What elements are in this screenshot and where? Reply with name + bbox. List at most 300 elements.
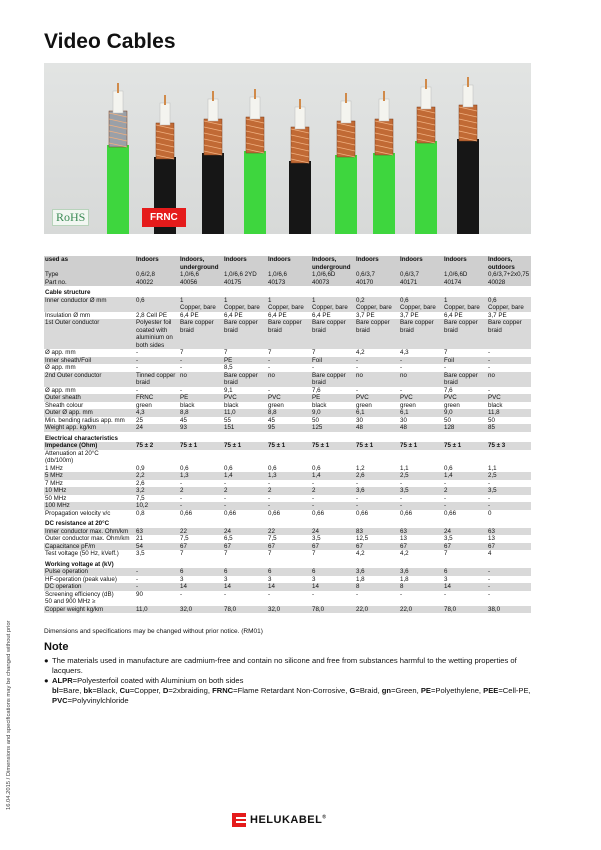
table-cell [223,517,267,528]
table-cell: 7,5 [136,494,145,502]
table-cell: 9,0 [443,409,487,417]
table-cell: 75 ± 1 [179,442,223,450]
table-cell: - [135,583,179,591]
table-cell: - [355,502,399,510]
table-cell: 4,2 [356,349,365,356]
cable-jacket [202,153,224,234]
table-row [44,417,531,425]
table-cell: 67 [487,543,531,551]
table-cell: 6,4 PE [180,311,199,319]
table-row [44,319,531,349]
table-cell: 1,1 [488,464,497,472]
cable-jacket [415,141,437,234]
table-cell: 30 [400,416,407,424]
row-label: Sheath colour [45,401,84,409]
table-cell: - [399,502,443,510]
table-cell: 67 [443,543,487,551]
table-row [44,256,531,271]
row-label: Outer conductor max. Ohm/km [45,535,130,542]
cable-conductor [254,89,256,99]
table-cell [355,558,399,569]
table-cell [443,450,487,465]
table-cell: 9,1 [224,386,233,394]
row-label: Electrical characteristics [45,434,118,442]
table-cell: 75 ± 3 [487,442,531,450]
table-cell: 14 [443,583,487,591]
table-cell: 93 [179,424,223,432]
table-row [44,502,531,510]
row-label: 7 MHz [45,479,63,487]
table-cell: 125 [311,424,355,432]
table-cell [223,450,267,465]
table-cell [311,432,355,443]
table-cell: - [356,386,359,394]
table-cell: 1 Copper, bare [223,297,267,312]
table-cell: PVC [267,394,311,402]
table-cell: Bare copper braid [311,372,355,387]
row-label: Impedance (Ohm) [44,442,135,450]
table-cell: - [267,502,311,510]
table-cell: 7,5 [180,535,189,542]
table-cell: green [268,401,284,409]
table-cell: 1,4 [311,472,355,480]
table-cell: 0,9 [136,464,145,472]
table-cell: 0,66 [224,509,237,517]
table-cell: 11,0 [223,409,267,417]
note-item [44,686,534,706]
table-row [44,279,531,287]
table-cell: 90 [136,590,143,598]
table-cell: 22 [267,528,311,536]
table-cell: 1,0/6,6 [267,271,311,279]
table-cell: Indoors, underground [311,256,355,271]
table-cell: 50 [488,416,495,424]
note-text: The materials used in manufacture are cadmium-free and contain no silicone and free from substances harmful to the wetting properties of lacquers. [52,656,517,675]
table-cell [355,517,399,528]
table-cell: PVC [223,394,267,402]
table-cell: 1,8 [400,575,409,583]
table-cell: 48 [355,424,399,432]
table-cell: 4,2 [400,550,409,557]
cable-insulation [463,85,473,107]
table-row [44,550,531,558]
table-cell: - [179,502,223,510]
row-label: 100 MHz [44,502,135,510]
table-cell: - [488,386,491,394]
row-label: Min. bending radius app. mm [45,416,125,424]
table-cell: 3 [180,575,184,583]
table-cell: 67 [223,543,267,551]
note-item: ● ALPR=Polyesterfoil coated with Aluminium on both sides [44,676,244,685]
cable-insulation [113,91,123,113]
row-label: Pulse operation [44,568,135,576]
table-cell: 75 ± 1 [267,442,311,450]
table-cell: 75 ± 1 [399,442,443,450]
table-cell: 0,8 [136,509,145,517]
row-label: Type [44,271,135,279]
row-label: Working voltage at (kV) [45,560,114,568]
table-row [44,576,531,584]
table-cell: 1 Copper, bare [443,297,487,312]
table-cell: 0,66 [312,509,325,517]
table-cell: no [179,372,223,387]
table-cell: 11,0 [135,606,179,614]
table-cell: 0,6/3,7 [355,271,399,279]
note-list [44,656,534,706]
table-cell [267,558,311,569]
cable-insulation [295,107,305,129]
table-cell: Indoors, outdoors [487,256,531,271]
table-row [44,472,531,480]
table-cell: 8,8 [267,409,311,417]
table-cell: - [400,386,403,394]
table-row [44,495,531,503]
table-cell: - [488,479,491,487]
table-row [44,528,531,536]
table-cell: 0,66 [268,509,281,517]
table-cell: 3,5 [399,487,443,495]
table-cell: 40056 [179,279,223,287]
table-cell: 48 [399,424,443,432]
table-cell: Bare copper braid [223,319,267,349]
table-cell [487,517,531,528]
table-cell: 3,7 PE [356,311,375,319]
table-cell: 8,5 [224,364,233,371]
table-cell: 1 Copper, bare [179,297,223,312]
table-cell [443,432,487,443]
row-label: used as [44,256,135,271]
table-cell [179,432,223,443]
table-cell: 95 [267,424,311,432]
table-cell: 67 [355,543,399,551]
table-cell: 32,0 [267,606,311,614]
table-cell: 3,5 [487,487,531,495]
table-cell [487,450,531,465]
table-row [44,543,531,551]
table-cell: - [444,494,447,502]
table-cell: 2,6 [136,479,145,487]
table-row [44,442,531,450]
table-cell: - [312,479,315,487]
table-cell: PE [179,394,223,402]
table-cell: 24 [223,528,267,536]
table-cell: 22 [179,528,223,536]
table-cell [267,432,311,443]
table-cell: 7 [312,349,316,356]
table-cell: 67 [399,543,443,551]
table-cell: 38,0 [487,606,531,614]
table-cell: - [223,502,267,510]
table-cell: - [267,357,311,365]
table-cell: - [180,494,183,502]
table-cell: 63 [487,528,531,536]
table-cell: 0,66 [356,509,369,517]
table-row [44,286,531,297]
spec-table [44,256,531,613]
table-cell: 0,6 [312,464,321,472]
cable-insulation [379,99,389,121]
table-cell: - [356,590,359,598]
table-cell: 2,8 Cell PE [136,311,167,319]
table-cell: 1 Copper, bare [267,297,311,312]
table-row [44,517,531,528]
table-cell: - [312,364,315,371]
table-cell [355,432,399,443]
table-cell: 6,1 [355,409,399,417]
table-cell: - [268,590,271,598]
table-cell: Bare copper braid [399,319,443,349]
table-cell: - [311,502,355,510]
table-cell: 8 [355,583,399,591]
table-cell [399,558,443,569]
table-row [44,568,531,576]
table-cell: - [488,494,491,502]
row-label: 10 MHz [44,487,135,495]
table-cell: - [487,502,531,510]
table-row [44,510,531,518]
table-cell: Indoors [443,256,487,271]
table-cell: 50 [312,416,319,424]
table-cell: 7,5 [268,535,277,542]
cable-jacket [335,155,357,234]
table-cell: Foil [311,357,355,365]
helukabel-logo [232,813,327,827]
table-cell: 6,4 PE [444,311,463,319]
table-row [44,465,531,473]
note-heading: Note [44,641,69,653]
cable-conductor [299,99,301,109]
table-cell: - [136,364,139,371]
table-cell: 14 [223,583,267,591]
cable-conductor [425,79,427,89]
table-cell: 85 [487,424,531,432]
cable-conductor [117,83,119,93]
table-cell: 4,3 [135,409,179,417]
cable-conductor [212,91,214,101]
row-label: Inner conductor Ø mm [44,297,135,312]
table-cell: PE [311,394,355,402]
table-cell: Indoors [355,256,399,271]
table-cell: 6 [267,568,311,576]
table-row [44,312,531,320]
row-label: Ø app. mm [45,386,76,394]
cable-insulation [341,101,351,123]
table-cell: - [400,494,403,502]
table-cell: Indoors, underground [179,256,223,271]
table-cell: Bare copper braid [443,319,487,349]
table-cell: - [444,590,447,598]
table-cell [267,286,311,297]
table-row [44,364,531,372]
table-cell: - [312,590,315,598]
table-cell: - [444,364,447,371]
table-cell: 40170 [355,279,399,287]
row-label: Weight app. kg/km [44,424,135,432]
footnote: Dimensions and specifications may be changed without prior notice. (RM01) [44,628,263,635]
table-cell: 75 ± 2 [135,442,179,450]
table-cell: 14 [311,583,355,591]
table-cell: 1,4 [223,472,267,480]
cable-jacket [244,151,266,234]
row-label: Screening efficiency (dB) 50 and 900 MHz ≥ [45,590,114,605]
table-cell: 1,3 [267,472,311,480]
table-cell: 6,4 PE [224,311,243,319]
table-cell: 7,6 [444,386,453,394]
table-cell [135,286,179,297]
row-label: HF-operation (peak value) [45,575,117,583]
table-cell: - [180,386,183,394]
table-cell: 2,5 [399,472,443,480]
table-cell: 4,3 [400,349,409,356]
table-cell: 83 [355,528,399,536]
table-cell: 40073 [311,279,355,287]
table-cell [135,432,179,443]
table-cell: - [356,494,359,502]
row-label: Test voltage (50 Hz, kVeff.) [45,550,119,557]
row-label: Part no. [44,279,135,287]
table-cell: 7 [312,550,316,557]
table-cell: 6,4 PE [312,311,331,319]
note-text: bl=Bare, bk=Black, Cu=Copper, D=2xbraiding, FRNC=Flame Retardant Non-Corrosive, G=Braid, gn=Green, PE=Polyethylene, PEE=Cell-PE, PVC=Polyvinylchloride [52,686,531,705]
table-cell: 22,0 [399,606,443,614]
row-label: 50 MHz [45,494,67,502]
table-row [44,535,531,543]
table-cell: 4 [488,550,492,557]
helukabel-name: HELUKABEL® [250,814,327,826]
table-cell: - [488,349,491,356]
table-cell: 0 [488,509,492,517]
table-cell: 2,5 [487,472,531,480]
table-row [44,357,531,365]
table-cell: 24 [135,424,179,432]
table-cell: 0,2 Copper, bare [355,297,399,312]
table-cell: FRNC [135,394,179,402]
cable-conductor [345,93,347,103]
table-cell: - [487,568,531,576]
table-cell: 0,6 [135,297,179,312]
table-cell: PVC [355,394,399,402]
table-cell: 63 [135,528,179,536]
table-cell [223,558,267,569]
table-cell: 75 ± 1 [311,442,355,450]
table-cell: Indoors [223,256,267,271]
row-label: Outer Ø app. mm [44,409,135,417]
table-cell: Foil [443,357,487,365]
table-cell: PVC [487,394,531,402]
table-cell: - [135,357,179,365]
table-cell: 40171 [399,279,443,287]
table-cell: Bare copper braid [179,319,223,349]
table-cell: - [356,364,359,371]
row-label: Ø app. mm [45,364,76,371]
table-cell: 128 [443,424,487,432]
table-cell: 1 Copper, bare [311,297,355,312]
table-cell: Bare copper braid [487,319,531,349]
table-cell: - [135,568,179,576]
table-cell: 24 [443,528,487,536]
table-cell: 63 [399,528,443,536]
rohs-logo: RoHS [52,209,89,226]
table-cell [179,517,223,528]
cable-conductor [383,91,385,101]
row-label: Copper weight kg/km [44,606,135,614]
table-cell: 6,1 [399,409,443,417]
table-cell: 8 [399,583,443,591]
page-title: Video Cables [44,30,176,53]
table-cell: - [487,583,531,591]
table-cell [179,286,223,297]
table-cell: - [355,357,399,365]
table-cell: PE [223,357,267,365]
row-label: Attenuation at 20°C (db/100m) [45,449,99,464]
row-label: Ø app. mm [45,349,76,356]
table-cell: 1,8 [356,575,365,583]
table-cell: - [356,479,359,487]
table-cell: 1,0/6,6 [179,271,223,279]
table-cell [443,558,487,569]
row-label: DC resistance at 20°C [45,520,110,527]
table-cell [311,517,355,528]
table-cell: 0,6 [224,464,233,472]
table-cell [267,517,311,528]
table-cell: 14 [267,583,311,591]
table-cell: 7 [224,349,228,356]
table-cell: 8,8 [179,409,223,417]
table-cell: - [488,590,491,598]
table-cell: PVC [399,394,443,402]
table-cell [443,286,487,297]
table-cell: 45 [180,416,187,424]
table-cell: Tinned copper braid [135,372,179,387]
table-cell: - [180,590,183,598]
row-label: Propagation velocity v/c [45,509,111,517]
helukabel-mark-icon [232,813,246,827]
table-cell: 11,8 [487,409,531,417]
row-label: 1 MHz [45,464,63,472]
table-cell: 55 [224,416,231,424]
row-label: Cable structure [45,289,91,296]
table-cell: 3,2 [135,487,179,495]
table-cell: 3,6 [355,487,399,495]
table-cell: 75 ± 1 [355,442,399,450]
table-cell: 32,0 [179,606,223,614]
table-cell: 14 [179,583,223,591]
table-cell: 3 [224,575,228,583]
table-cell: 78,0 [223,606,267,614]
table-cell: - [180,364,183,371]
table-row [44,271,531,279]
table-row [44,394,531,402]
table-cell: 0,6/3,7+2x0,75 [488,271,530,278]
table-cell: 24 [311,528,355,536]
table-cell: Bare copper braid [311,319,355,349]
cable-insulation [421,87,431,109]
table-cell: 78,0 [443,606,487,614]
table-row [44,583,531,591]
table-cell: - [136,575,139,583]
table-cell: - [224,494,227,502]
table-cell: - [399,357,443,365]
table-cell: 0,6 Copper, bare [487,297,531,312]
table-cell: - [224,479,227,487]
table-cell [135,558,179,569]
table-cell: - [488,575,491,583]
table-cell: Bare copper braid [355,319,399,349]
table-cell: - [268,494,271,502]
table-cell: 9,0 [311,409,355,417]
table-cell: 4,2 [356,550,365,557]
table-cell: no [399,372,443,387]
